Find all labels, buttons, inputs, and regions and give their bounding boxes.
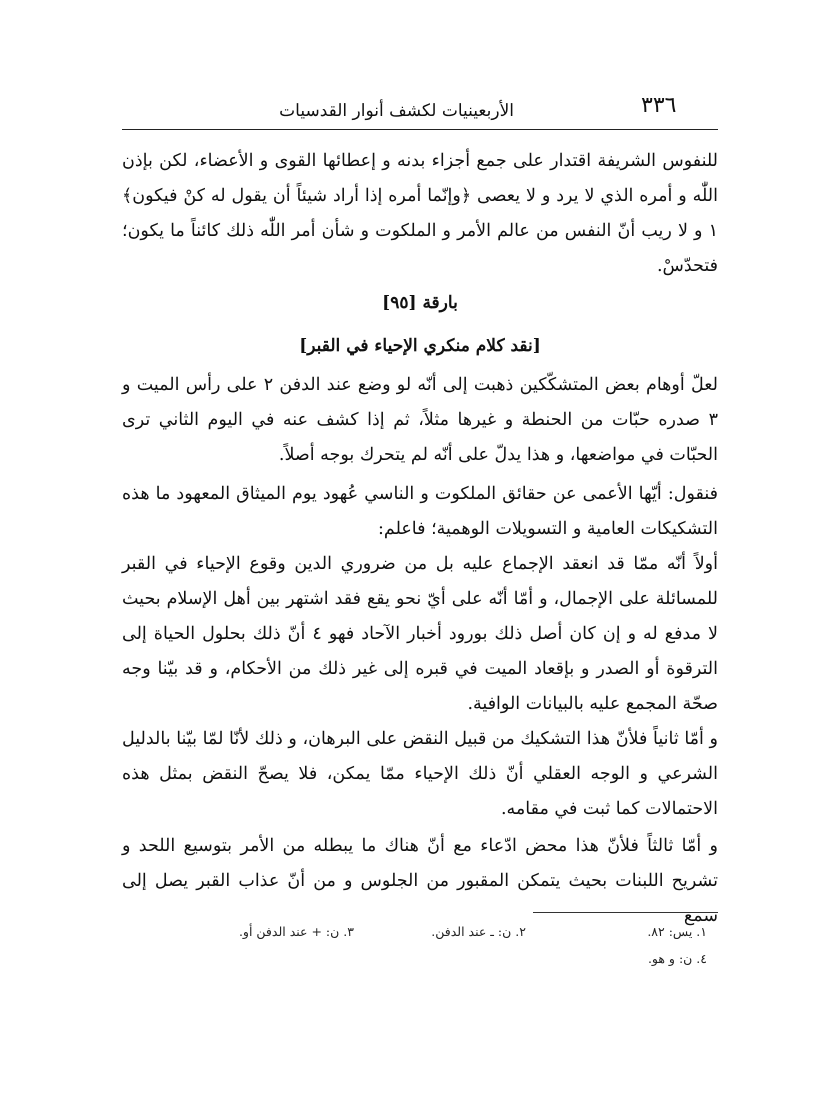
- section-subheading: [نقد كلام منكري الإحياء في القبر]: [299, 336, 541, 356]
- page-number: ٣٣٦: [641, 93, 677, 118]
- paragraph-6: و أمّا ثالثاً فلأنّ هذا محض ادّعاء مع أنّ هناك ما يبطله من الأمر بتوسيع اللحد و تشريح اللبنات بحيث يتمكن المقبور من الجلوس و من أنّ عذاب القبر يصل إلى سمع: [122, 836, 718, 926]
- footnote-3: ٣. ن: + عند الدفن أو.: [238, 924, 354, 939]
- footnote-4: ٤. ن: و هو.: [647, 951, 707, 966]
- running-header-title: الأربعينيات لكشف أنوار القدسيات: [279, 101, 514, 121]
- paragraph-5: و أمّا ثانياً فلأنّ هذا التشكيك من قبيل النقض على البرهان، و ذلك لأنّا لمّا بيّنا بالدليل الشرعي و الوجه العقلي أنّ ذلك الإحياء ممّا يمكن، فلا يصحّ النقض بمثل هذه الاحتمالات كما ثبت في مقامه.: [122, 729, 718, 819]
- footnote-divider: [533, 912, 718, 913]
- footnote-1: ١. يس: ٨٢.: [647, 924, 707, 939]
- header-divider: [122, 129, 718, 130]
- paragraph-2: لعلّ أوهام بعض المتشكّكين ذهبت إلى أنّه لو وضع عند الدفن ٢ على رأس الميت و ٣ صدره حبّات من الحنطة و غيرها مثلاً، ثم إذا كشف عنه في اليوم الثاني ترى الحبّات في مواضعها، و هذا يدلّ على أنّه لم يتحرك بوجه أصلاً.: [122, 375, 718, 465]
- paragraph-3: فنقول: أيّها الأعمى عن حقائق الملكوت و الناسي عُهود يوم الميثاق المعهود ما هذه التشكيكات العامية و التسويلات الوهمية؛ فاعلم:: [122, 484, 718, 539]
- paragraph-1: للنفوس الشريفة اقتدار على جمع أجزاء بدنه و إعطائها القوى و الأعضاء، لكن بإذن اللّٰه و أمره الذي لا يرد و لا يعصى ﴿وإنّما أمره إذا أراد شيئاً أن يقول له كنْ فيكون﴾ ١ و لا ريب أنّ النفس من عالم الأمر و الملكوت و شأن أمر اللّٰه ذلك كائناً ما يكون؛ فتحدّسْ.: [122, 151, 718, 276]
- footnote-2: ٢. ن: ـ عند الدفن.: [431, 924, 526, 939]
- section-heading: بارقة [٩٥]: [382, 293, 458, 313]
- paragraph-4: أولاً أنّه ممّا قد انعقد الإجماع عليه بل من ضروري الدين وقوع الإحياء في القبر للمسائلة على الإجمال، و أمّا أنّه على أيّ نحو يقع فقد اشتهر بين أهل الإسلام بحيث لا مدفع له و إن كان أصل ذلك بورود أخبار الآحاد فهو ٤ أنّ ذلك بحلول الحياة إلى الترقوة أو الصدر و بإقعاد الميت في قبره إلى غير ذلك من الأحكام، و قد بيّنا وجه صحّة المجمع عليه بالبيانات الوافية.: [122, 554, 718, 714]
